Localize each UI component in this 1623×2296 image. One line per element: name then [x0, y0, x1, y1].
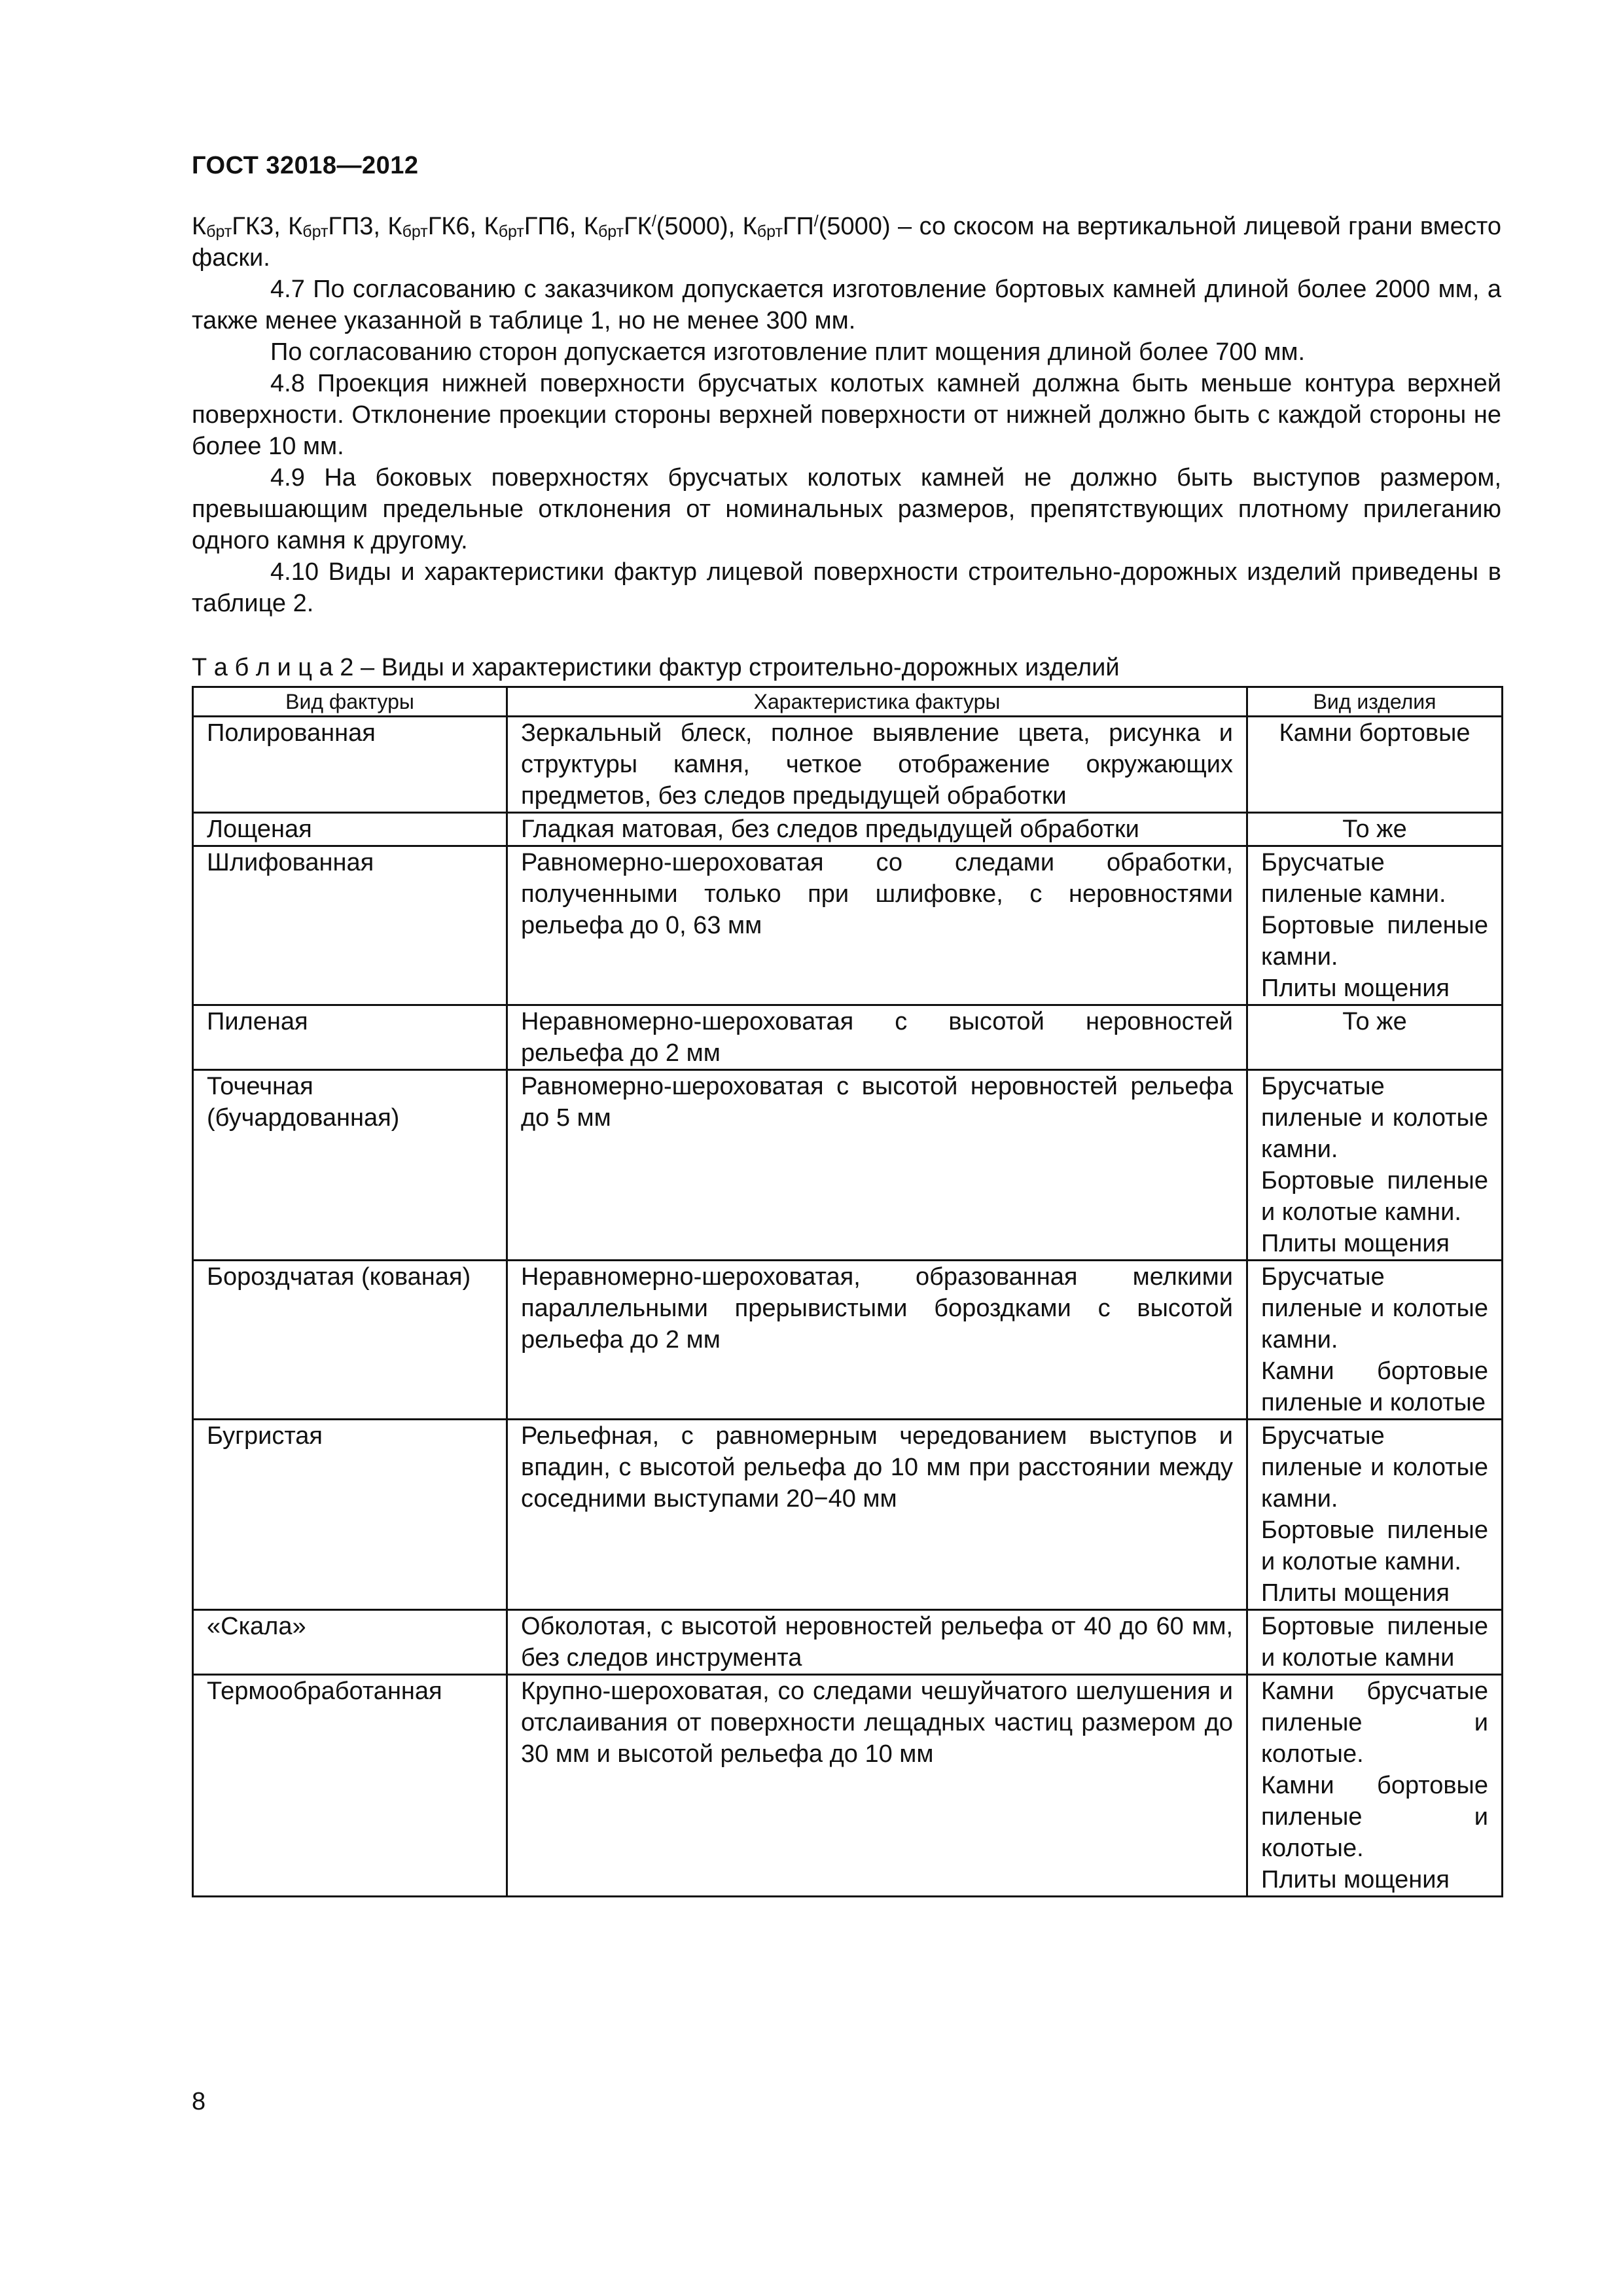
texture-characteristic-cell: Гладкая матовая, без следов предыдущей обработки: [507, 813, 1247, 846]
texture-type-cell: Лощеная: [193, 813, 507, 846]
texture-characteristic-cell: Зеркальный блеск, полное выявление цвета, рисунка и структуры камня, четкое отображение окружающих предметов, без следов предыдущей обработки: [507, 717, 1247, 813]
product-type-cell: [1247, 813, 1503, 846]
texture-characteristic-cell: Рельефная, с равномерным чередованием выступов и впадин, с высотой рельефа до 10 мм при расстоянии между соседними выступами 20−40 мм: [507, 1420, 1247, 1610]
product-line: Бортовые пиленые камни.: [1261, 912, 1488, 971]
product-line: Камни бортовые пиленые и колотые: [1261, 1357, 1488, 1416]
table-row: [193, 1420, 1503, 1610]
table-row: [193, 1005, 1503, 1070]
product-line: То же: [1342, 1008, 1407, 1035]
texture-type-cell: Точечная (бучардованная): [193, 1070, 507, 1261]
body-text: [192, 211, 1501, 619]
table-row: [193, 846, 1503, 1005]
product-type-cell: [1247, 1070, 1503, 1261]
product-line: Брусчатые пиленые и колотые камни.: [1261, 1073, 1488, 1163]
product-line: Плиты мощения: [1261, 1579, 1450, 1607]
paragraph-4-8: 4.8 Проекция нижней поверхности брусчатых колотых камней должна быть меньше контура верхней поверхности. Отклонение проекции стороны верхней поверхности от нижней должно быть с каждой стороны не более 10 мм.: [192, 370, 1501, 460]
texture-table: [192, 686, 1503, 1897]
product-type-cell: [1247, 1261, 1503, 1420]
texture-type-cell: Бугристая: [193, 1420, 507, 1610]
product-type-cell: [1247, 1420, 1503, 1610]
table-row: [193, 813, 1503, 846]
product-line: Камни брусчатые пиленые и колотые.: [1261, 1677, 1488, 1768]
product-line: Бортовые пиленые и колотые камни.: [1261, 1167, 1488, 1226]
texture-characteristic-cell: Равномерно-шероховатая с высотой неровностей рельефа до 5 мм: [507, 1070, 1247, 1261]
column-header-product: Вид изделия: [1247, 687, 1503, 717]
paragraph-4-7-extra: По согласованию сторон допускается изготовление плит мощения длиной более 700 мм.: [270, 338, 1306, 366]
product-type-cell: [1247, 1610, 1503, 1675]
table-row: [193, 1070, 1503, 1261]
paragraph-4-7: 4.7 По согласованию с заказчиком допускается изготовление бортовых камней длиной более 2000 мм, а также менее указанной в таблице 1, но не менее 300 мм.: [192, 276, 1501, 334]
texture-type-cell: Пиленая: [193, 1005, 507, 1070]
texture-type-cell: Бороздчатая (кованая): [193, 1261, 507, 1420]
product-type-cell: [1247, 717, 1503, 813]
texture-type-cell: Полированная: [193, 717, 507, 813]
product-line: Брусчатые пиленые и колотые камни.: [1261, 1263, 1488, 1354]
table-row: [193, 1261, 1503, 1420]
page-number: 8: [192, 2088, 206, 2115]
document-header: ГОСТ 32018—2012: [192, 152, 419, 179]
column-header-texture: Вид фактуры: [193, 687, 507, 717]
product-line: То же: [1342, 816, 1407, 843]
texture-characteristic-cell: Неравномерно-шероховатая, образованная мелкими параллельными прерывистыми бороздками с высотой рельефа до 2 мм: [507, 1261, 1247, 1420]
table-caption: Т а б л и ц а 2 – Виды и характеристики фактур строительно-дорожных изделий: [192, 654, 1120, 681]
paragraph-4-9: 4.9 На боковых поверхностях брусчатых колотых камней не должно быть выступов размером, превышающим предельные отклонения от номинальных размеров, препятствующих плотному прилеганию одного камня к другому.: [192, 464, 1501, 554]
product-line: Бортовые пиленые и колотые камни: [1261, 1613, 1488, 1672]
product-type-cell: [1247, 846, 1503, 1005]
product-type-cell: [1247, 1005, 1503, 1070]
texture-characteristic-cell: Равномерно-шероховатая со следами обработки, полученными только при шлифовке, с неровностями рельефа до 0, 63 мм: [507, 846, 1247, 1005]
texture-characteristic-cell: Крупно-шероховатая, со следами чешуйчатого шелушения и отслаивания от поверхности лещадных частиц размером до 30 мм и высотой рельефа до 10 мм: [507, 1675, 1247, 1897]
table-row: [193, 1610, 1503, 1675]
product-line: Камни бортовые пиленые и колотые.: [1261, 1772, 1488, 1862]
table-header-row: [193, 687, 1503, 717]
table-row: [193, 717, 1503, 813]
column-header-characteristic: Характеристика фактуры: [507, 687, 1247, 717]
product-line: Камни бортовые: [1279, 719, 1471, 747]
table-row: [193, 1675, 1503, 1897]
table-body: [193, 717, 1503, 1897]
product-line: Бортовые пиленые и колотые камни.: [1261, 1516, 1488, 1575]
product-line: Плиты мощения: [1261, 975, 1450, 1002]
texture-characteristic-cell: Неравномерно-шероховатая с высотой неровностей рельефа до 2 мм: [507, 1005, 1247, 1070]
texture-type-cell: «Скала»: [193, 1610, 507, 1675]
paragraph-4-10: 4.10 Виды и характеристики фактур лицевой поверхности строительно-дорожных изделий приведены в таблице 2.: [192, 558, 1501, 617]
product-line: Брусчатые пиленые камни.: [1261, 849, 1446, 908]
product-line: Плиты мощения: [1261, 1230, 1450, 1257]
product-line: Плиты мощения: [1261, 1866, 1450, 1893]
texture-type-cell: Шлифованная: [193, 846, 507, 1005]
texture-characteristic-cell: Обколотая, с высотой неровностей рельефа от 40 до 60 мм, без следов инструмента: [507, 1610, 1247, 1675]
product-line: Брусчатые пиленые и колотые камни.: [1261, 1422, 1488, 1513]
product-type-cell: [1247, 1675, 1503, 1897]
paragraph-4-6-cont: $К_{брт}ГК3$, $К_{брт}ГП3$, $К_{брт}ГК6$, $К_{брт}ГП6$, $К_{брт}ГК^/(5000)$, $К_{брт}ГП^/(5000)$ – со скосом на вертикальной лицевой грани вместо фаски.: [192, 212, 1502, 272]
texture-type-cell: Термообработанная: [193, 1675, 507, 1897]
